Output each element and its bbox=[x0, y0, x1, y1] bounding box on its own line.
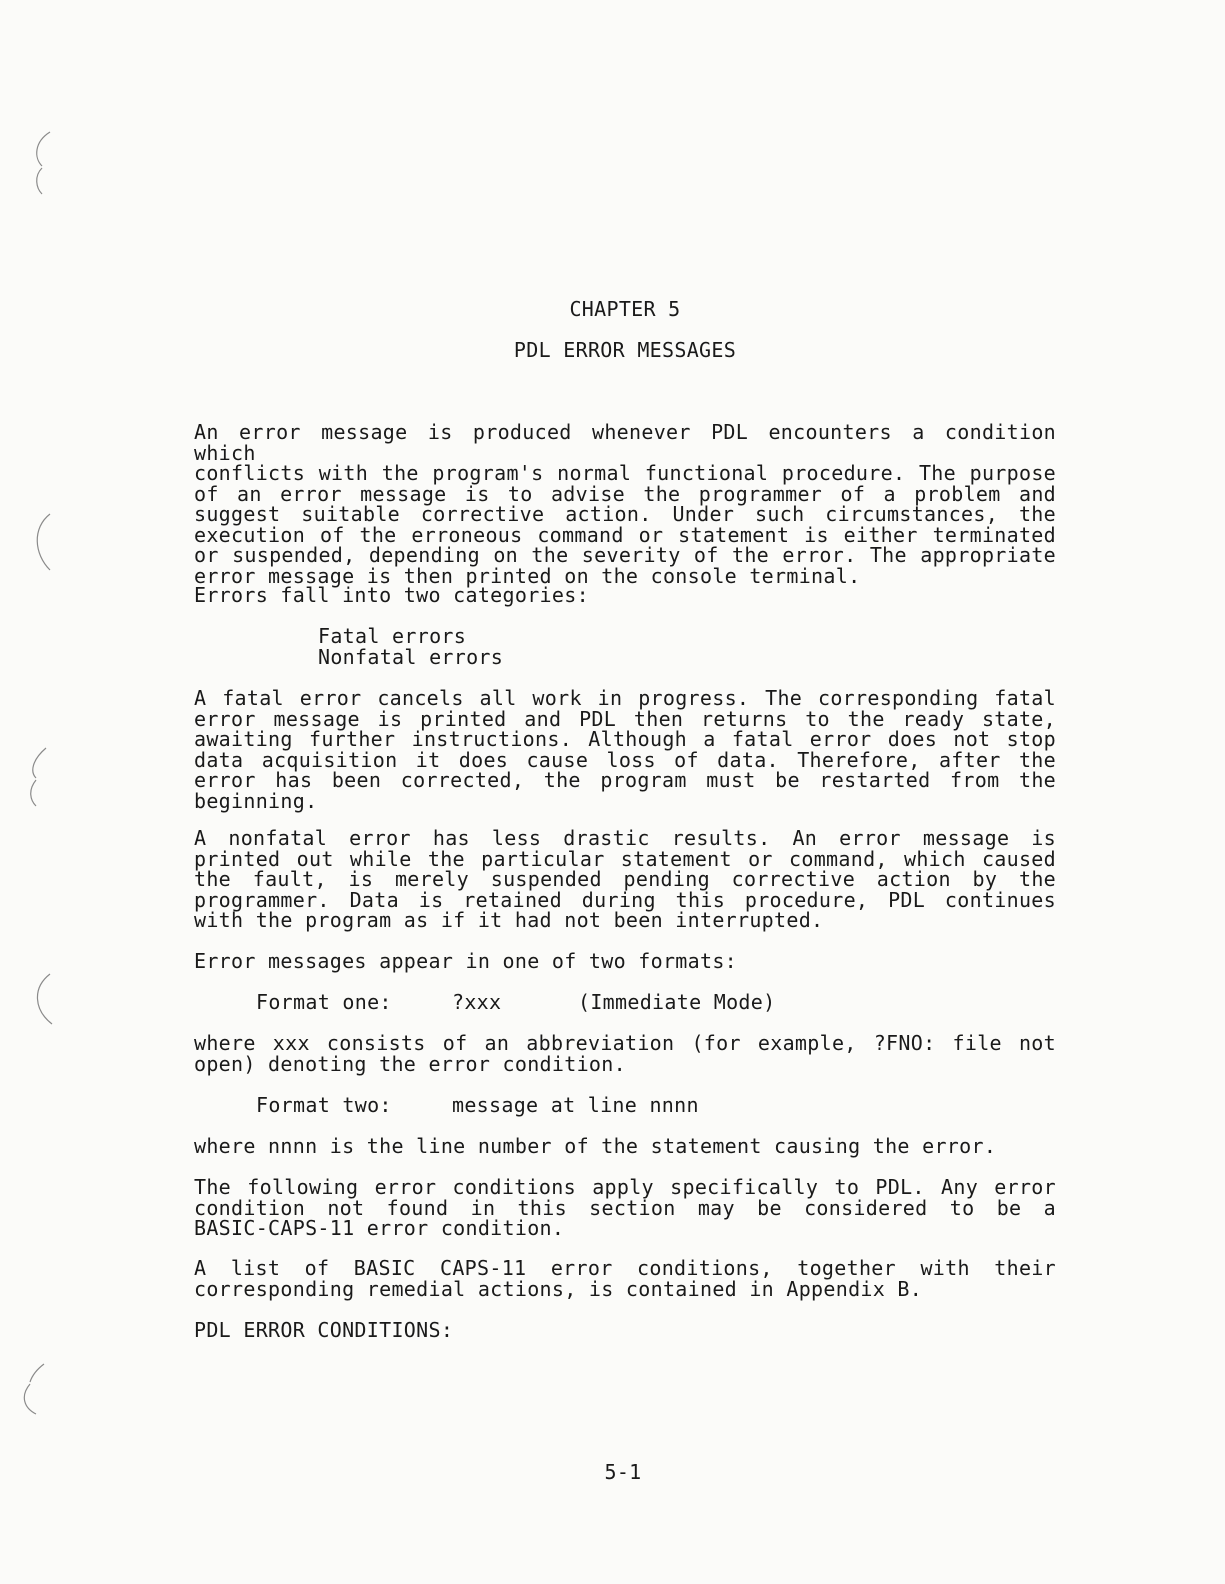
text-line: data acquisition it does cause loss of data. Therefore, after the bbox=[194, 747, 1056, 772]
binder-hole-mark bbox=[30, 510, 70, 570]
text-line: printed out while the particular statement or command, which caused bbox=[194, 846, 1056, 871]
text-line: awaiting further instructions. Although a fatal error does not stop bbox=[194, 727, 1056, 751]
text-line: The following error conditions apply specifically to PDL. Any error bbox=[194, 1175, 1056, 1199]
binder-hole-mark bbox=[24, 744, 64, 804]
format-one-label: Format one: bbox=[256, 990, 392, 1014]
binder-hole-mark bbox=[18, 1360, 58, 1420]
text-line: or suspended, depending on the severity of the error. The appropriate bbox=[194, 543, 1056, 567]
format-one-value: ?xxx bbox=[452, 990, 502, 1014]
format-one-description bbox=[194, 1033, 1056, 1074]
format-two-value: message at line nnnn bbox=[452, 1093, 699, 1117]
fatal-paragraph bbox=[194, 688, 1056, 811]
text-line: error message is then printed on the console terminal. bbox=[194, 563, 861, 588]
categories-list bbox=[318, 626, 503, 667]
nonfatal-paragraph bbox=[194, 828, 1056, 931]
conditions-heading: PDL ERROR CONDITIONS: bbox=[194, 1318, 454, 1342]
chapter-title: PDL ERROR MESSAGES bbox=[513, 338, 737, 362]
list-item: Nonfatal errors bbox=[318, 644, 504, 669]
text-line: where xxx consists of an abbreviation (for example, ?FNO: file not bbox=[194, 1031, 1056, 1055]
text-line: An error message is produced whenever PDL encounters a condition which bbox=[194, 420, 1056, 465]
text-line: programmer. Data is retained during this procedure, PDL continues bbox=[194, 887, 1056, 912]
page-number: 5-1 bbox=[604, 1460, 642, 1484]
intro-paragraph bbox=[194, 422, 1056, 586]
text-line: A nonfatal error has less drastic results. An error message is bbox=[194, 826, 1056, 850]
binder-hole-mark bbox=[28, 128, 68, 188]
text-line: of an error message is to advise the programmer of a problem and bbox=[194, 481, 1056, 506]
text-line: error message is printed and PDL then returns to the ready state, bbox=[194, 706, 1056, 731]
binder-hole-mark bbox=[30, 970, 70, 1030]
text-line: conflicts with the program's normal functional procedure. The purpose bbox=[194, 461, 1056, 485]
text-line: beginning. bbox=[194, 788, 318, 813]
text-line: BASIC-CAPS-11 error condition. bbox=[194, 1216, 565, 1240]
chapter-label: CHAPTER 5 bbox=[569, 297, 681, 321]
text-line: open) denoting the error condition. bbox=[194, 1051, 626, 1076]
list-item: Fatal errors bbox=[318, 624, 467, 648]
text-line: with the program as if it had not been interrupted. bbox=[194, 908, 824, 932]
format-two-description: where nnnn is the line number of the statement causing the error. bbox=[194, 1134, 997, 1158]
appendix-paragraph bbox=[194, 1258, 1056, 1299]
text-line: A list of BASIC CAPS-11 error conditions, together with their bbox=[194, 1256, 1056, 1280]
categories-lead: Errors fall into two categories: bbox=[194, 583, 589, 607]
text-line: execution of the erroneous command or statement is either terminated bbox=[194, 522, 1056, 547]
format-one-note: (Immediate Mode) bbox=[578, 990, 776, 1014]
text-line: corresponding remedial actions, is contained in Appendix B. bbox=[194, 1276, 923, 1301]
text-line: A fatal error cancels all work in progress. The corresponding fatal bbox=[194, 686, 1056, 710]
text-line: condition not found in this section may be considered to be a bbox=[194, 1195, 1056, 1220]
text-line: the fault, is merely suspended pending corrective action by the bbox=[194, 867, 1056, 891]
format-two-label: Format two: bbox=[256, 1093, 392, 1117]
formats-lead: Error messages appear in one of two formats: bbox=[194, 949, 738, 973]
text-line: suggest suitable corrective action. Under such circumstances, the bbox=[194, 502, 1056, 526]
text-line: error has been corrected, the program must be restarted from the bbox=[194, 768, 1056, 792]
following-paragraph bbox=[194, 1177, 1056, 1239]
